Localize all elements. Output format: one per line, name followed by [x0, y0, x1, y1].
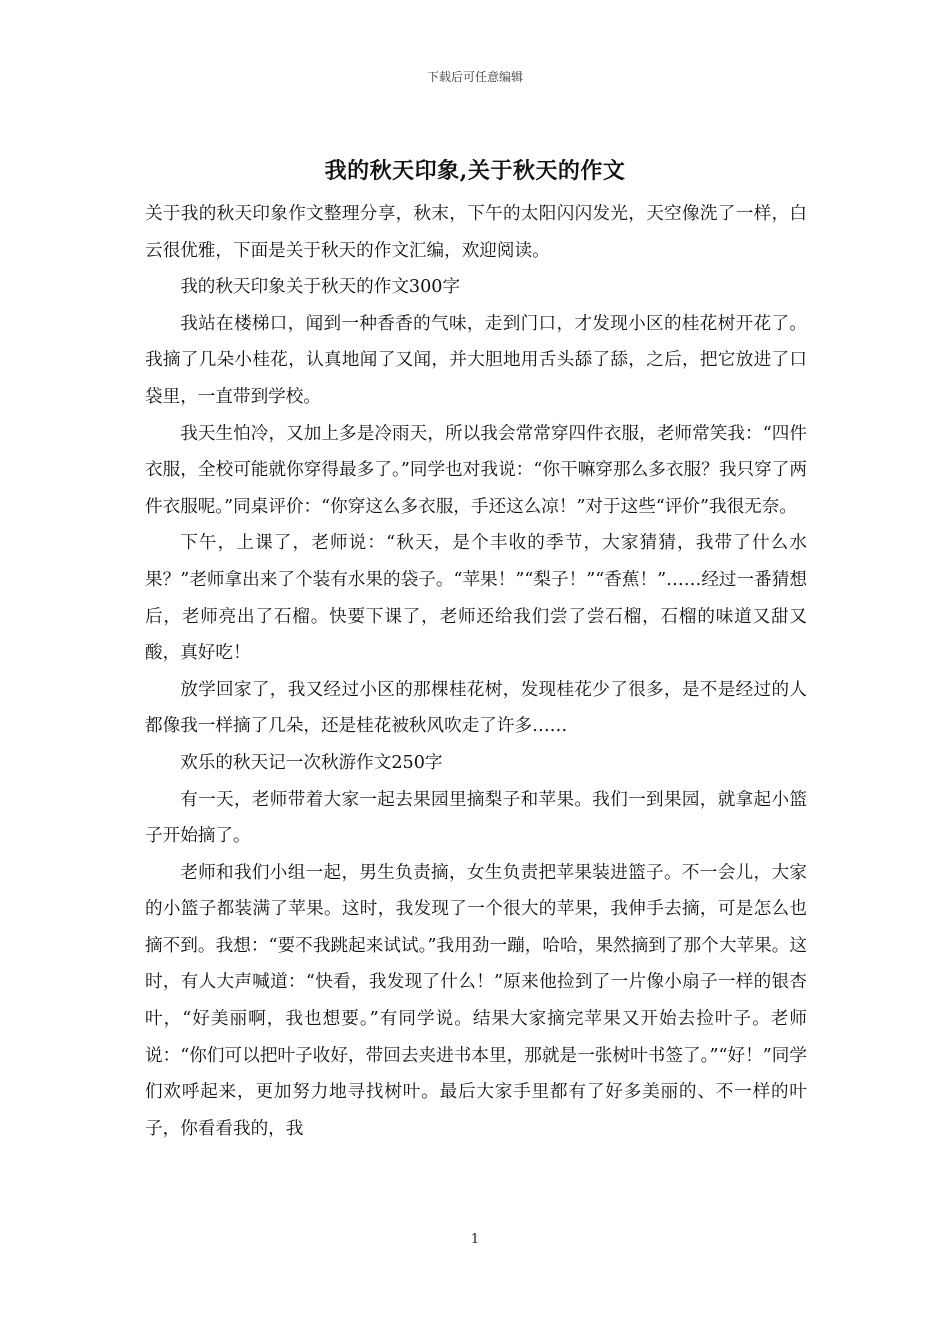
section-heading: 我的秋天印象关于秋天的作文300字 [180, 277, 461, 298]
page-number: 1 [470, 1232, 480, 1247]
paragraph: 我天生怕冷，又加上多是冷雨天，所以我会常常穿四件衣服，老师常笑我：“四件衣服，全校可能就你穿得最多了。”同学也对我说：“你干嘛穿那么多衣服？我只穿了两件衣服呢。”同桌评价：“你穿这么多衣服，手还这么凉！”对于这些“评价”我很无奈。 [145, 423, 807, 517]
header-note: 下载后可任意编辑 [426, 70, 523, 84]
paragraph: 我站在楼梯口，闻到一种香香的气味，走到门口，才发现小区的桂花树开花了。我摘了几朵小桂花，认真地闻了又闻，并大胆地用舌头舔了舔，之后，把它放进了口袋里，一直带到学校。 [145, 313, 807, 407]
paragraph: 老师和我们小组一起，男生负责摘，女生负责把苹果装进篮子。不一会儿，大家的小篮子都装满了苹果。这时，我发现了一个很大的苹果，我伸手去摘，可是怎么也摘不到。我想：“要不我跳起来试试。”我用劲一蹦，哈哈，果然摘到了那个大苹果。这时，有人大声喊道：“快看，我发现了什么！”原来他捡到了一片像小扇子一样的银杏叶，“好美丽啊，我也想要。”有同学说。结果大家摘完苹果又开始去捡叶子。老师说：“你们可以把叶子收好，带回去夹进书本里，那就是一张树叶书签了。”“好！”同学们欢呼起来，更加努力地寻找树叶。最后大家手里都有了好多美丽的、不一样的叶子，你看看我的，我 [145, 862, 807, 1139]
paragraph: 放学回家了，我又经过小区的那棵桂花树，发现桂花少了很多，是不是经过的人都像我一样摘了几朵，还是桂花被秋风吹走了许多…… [145, 679, 807, 737]
paragraph: 关于我的秋天印象作文整理分享，秋末，下午的太阳闪闪发光，天空像洗了一样，白云很优雅，下面是关于秋天的作文汇编，欢迎阅读。 [145, 204, 807, 261]
document-body [145, 196, 807, 1147]
section-heading: 欢乐的秋天记一次秋游作文250字 [180, 752, 443, 773]
paragraph: 有一天，老师带着大家一起去果园里摘梨子和苹果。我们一到果园，就拿起小篮子开始摘了。 [145, 789, 807, 847]
paragraph: 下午，上课了，老师说：“秋天，是个丰收的季节，大家猜猜，我带了什么水果？”老师拿出来了个装有水果的袋子。“苹果！”“梨子！”“香蕉！”……经过一番猜想后，老师亮出了石榴。快要下课了，老师还给我们尝了尝石榴，石榴的味道又甜又酸，真好吃！ [145, 533, 807, 664]
page-title: 我的秋天印象,关于秋天的作文 [324, 158, 626, 184]
